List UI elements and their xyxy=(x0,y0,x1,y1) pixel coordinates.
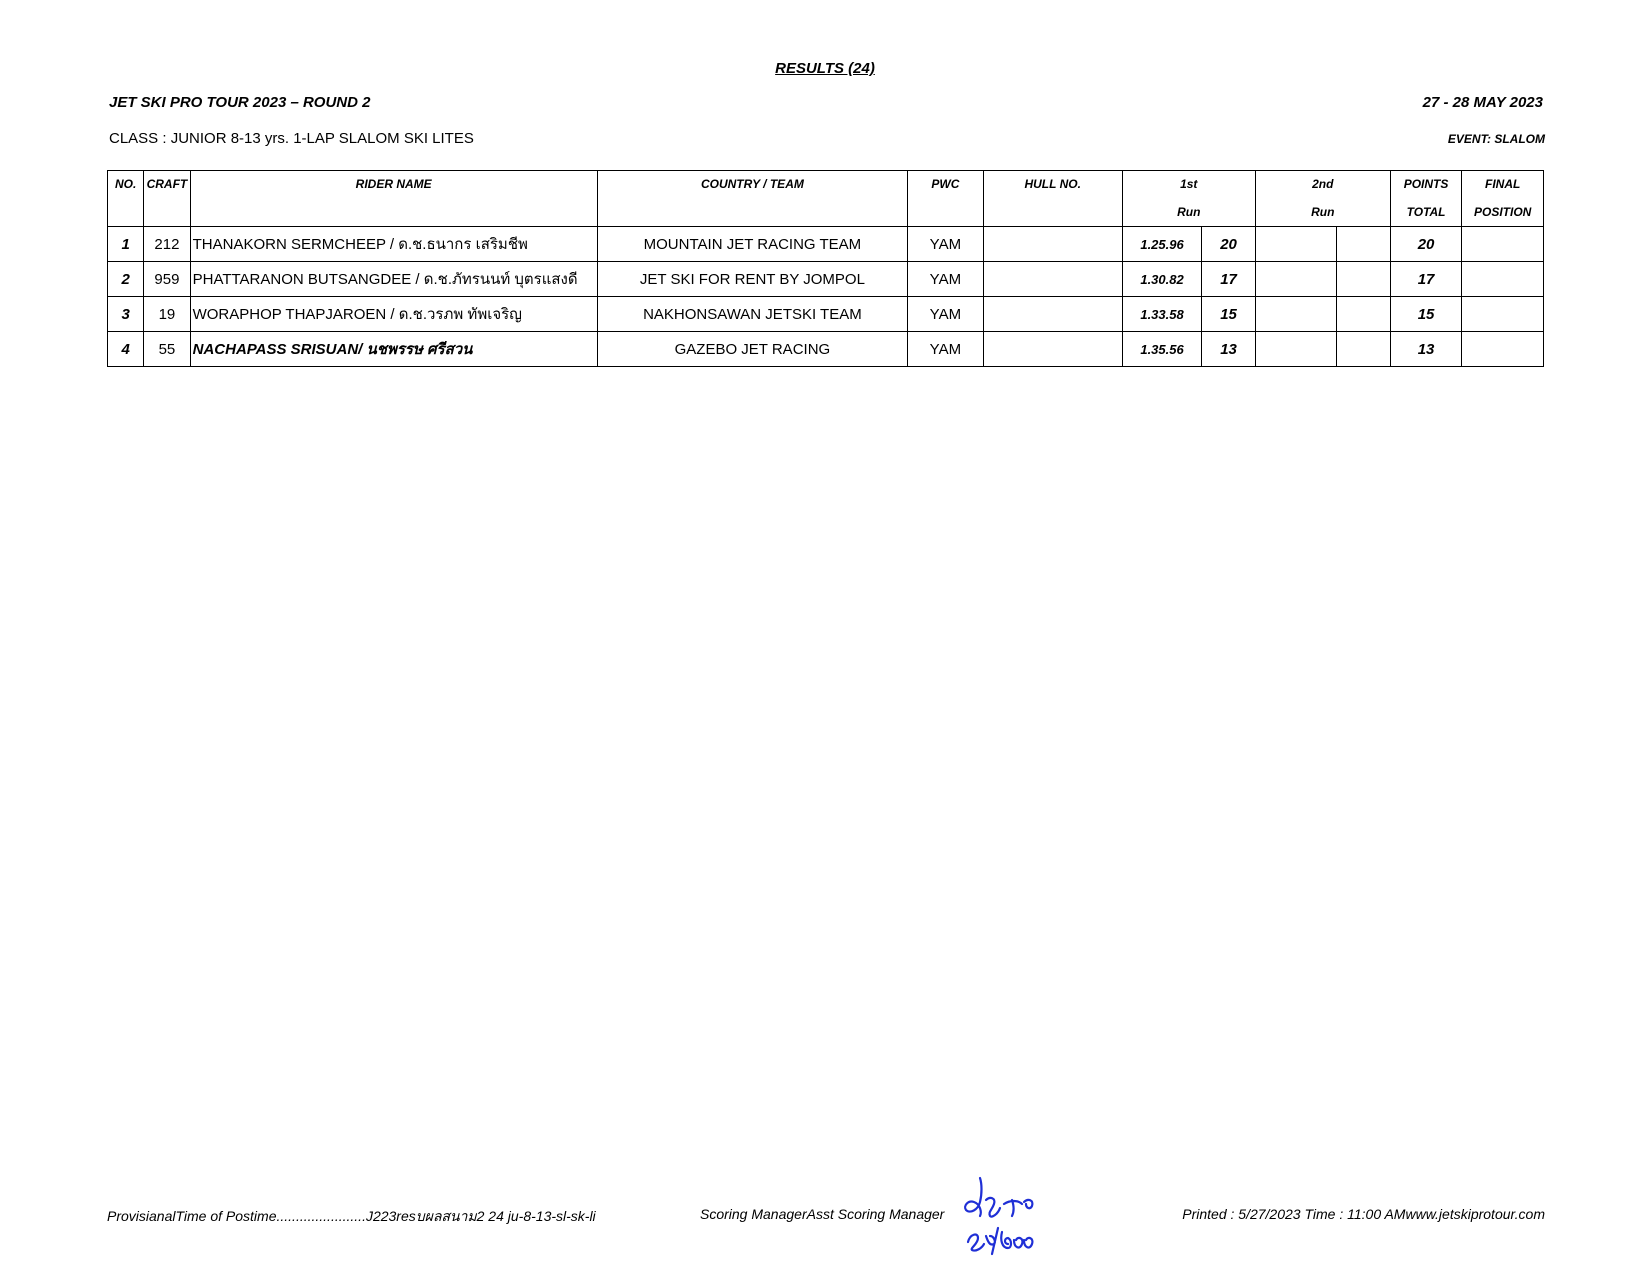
header-final-position: FINAL POSITION xyxy=(1462,171,1544,227)
row-hull-no xyxy=(983,332,1122,367)
row-run1-points: 17 xyxy=(1202,262,1255,297)
row-run1-time: 1.33.58 xyxy=(1122,297,1202,332)
row-pwc: YAM xyxy=(908,297,984,332)
event-type: EVENT: SLALOM xyxy=(1447,132,1545,146)
header-no: NO. xyxy=(108,171,144,227)
class-line: CLASS : JUNIOR 8-13 yrs. 1-LAP SLALOM SKI LITES xyxy=(109,130,474,147)
row-run1-time: 1.35.56 xyxy=(1122,332,1202,367)
footer-printed-info: Printed : 5/27/2023 Time : 11:00 AMwww.jetskiprotour.com xyxy=(1182,1206,1545,1222)
row-craft: 55 xyxy=(144,332,190,367)
row-final-position xyxy=(1462,227,1544,262)
row-team: NAKHONSAWAN JETSKI TEAM xyxy=(597,297,907,332)
row-final-position xyxy=(1462,297,1544,332)
row-points-total: 20 xyxy=(1390,227,1462,262)
row-points-total: 15 xyxy=(1390,297,1462,332)
row-run1-points: 13 xyxy=(1202,332,1255,367)
row-team: MOUNTAIN JET RACING TEAM xyxy=(597,227,907,262)
row-team: GAZEBO JET RACING xyxy=(597,332,907,367)
row-no: 2 xyxy=(108,262,144,297)
signature-strokes xyxy=(965,1178,1032,1254)
header-pwc: PWC xyxy=(908,171,984,227)
row-points-total: 13 xyxy=(1390,332,1462,367)
row-pwc: YAM xyxy=(908,227,984,262)
table-row xyxy=(108,262,1544,297)
row-run2-points xyxy=(1337,332,1390,367)
row-no: 4 xyxy=(108,332,144,367)
header-country-team: COUNTRY / TEAM xyxy=(597,171,907,227)
table-row xyxy=(108,297,1544,332)
row-final-position xyxy=(1462,332,1544,367)
row-pwc: YAM xyxy=(908,262,984,297)
row-rider-name: PHATTARANON BUTSANGDEE / ด.ช.ภัทรนนท์ บุตรแสงดี xyxy=(190,262,597,297)
row-team: JET SKI FOR RENT BY JOMPOL xyxy=(597,262,907,297)
header-first-run: 1st Run xyxy=(1122,171,1255,227)
row-rider-name: NACHAPASS SRISUAN/ นชพรรษ ศรีสวน xyxy=(190,332,597,367)
row-run2-points xyxy=(1337,227,1390,262)
table-row xyxy=(108,227,1544,262)
results-table xyxy=(107,170,1544,367)
row-pwc: YAM xyxy=(908,332,984,367)
table-header-row xyxy=(108,171,1544,227)
row-hull-no xyxy=(983,227,1122,262)
footer-scoring-manager: Scoring ManagerAsst Scoring Manager xyxy=(700,1206,945,1222)
row-no: 3 xyxy=(108,297,144,332)
table-row xyxy=(108,332,1544,367)
row-craft: 959 xyxy=(144,262,190,297)
row-hull-no xyxy=(983,297,1122,332)
header-points-total: POINTS TOTAL xyxy=(1390,171,1462,227)
header-hull-no: HULL NO. xyxy=(983,171,1122,227)
row-run2-points xyxy=(1337,262,1390,297)
row-no: 1 xyxy=(108,227,144,262)
row-run1-points: 20 xyxy=(1202,227,1255,262)
row-craft: 212 xyxy=(144,227,190,262)
row-rider-name: WORAPHOP THAPJAROEN / ด.ช.วรภพ ทัพเจริญ xyxy=(190,297,597,332)
row-rider-name: THANAKORN SERMCHEEP / ด.ช.ธนากร เสริมชีพ xyxy=(190,227,597,262)
row-run2-points xyxy=(1337,297,1390,332)
row-points-total: 17 xyxy=(1390,262,1462,297)
row-run2-time xyxy=(1255,227,1337,262)
footer-provisional-note: ProvisianalTime of Postime.......................J223resบผลสนาม2 24 ju-8-13-sl-sk-li xyxy=(107,1208,596,1224)
row-final-position xyxy=(1462,262,1544,297)
header-craft: CRAFT xyxy=(144,171,190,227)
event-name: JET SKI PRO TOUR 2023 – ROUND 2 xyxy=(109,94,371,111)
header-rider-name: RIDER NAME xyxy=(190,171,597,227)
row-run2-time xyxy=(1255,262,1337,297)
row-hull-no xyxy=(983,262,1122,297)
row-craft: 19 xyxy=(144,297,190,332)
document-title: RESULTS (24) xyxy=(775,60,875,77)
row-run1-points: 15 xyxy=(1202,297,1255,332)
row-run2-time xyxy=(1255,297,1337,332)
header-second-run: 2nd Run xyxy=(1255,171,1390,227)
row-run2-time xyxy=(1255,332,1337,367)
handwritten-signature xyxy=(960,1170,1060,1258)
row-run1-time: 1.30.82 xyxy=(1122,262,1202,297)
row-run1-time: 1.25.96 xyxy=(1122,227,1202,262)
event-date: 27 - 28 MAY 2023 xyxy=(1422,94,1543,111)
